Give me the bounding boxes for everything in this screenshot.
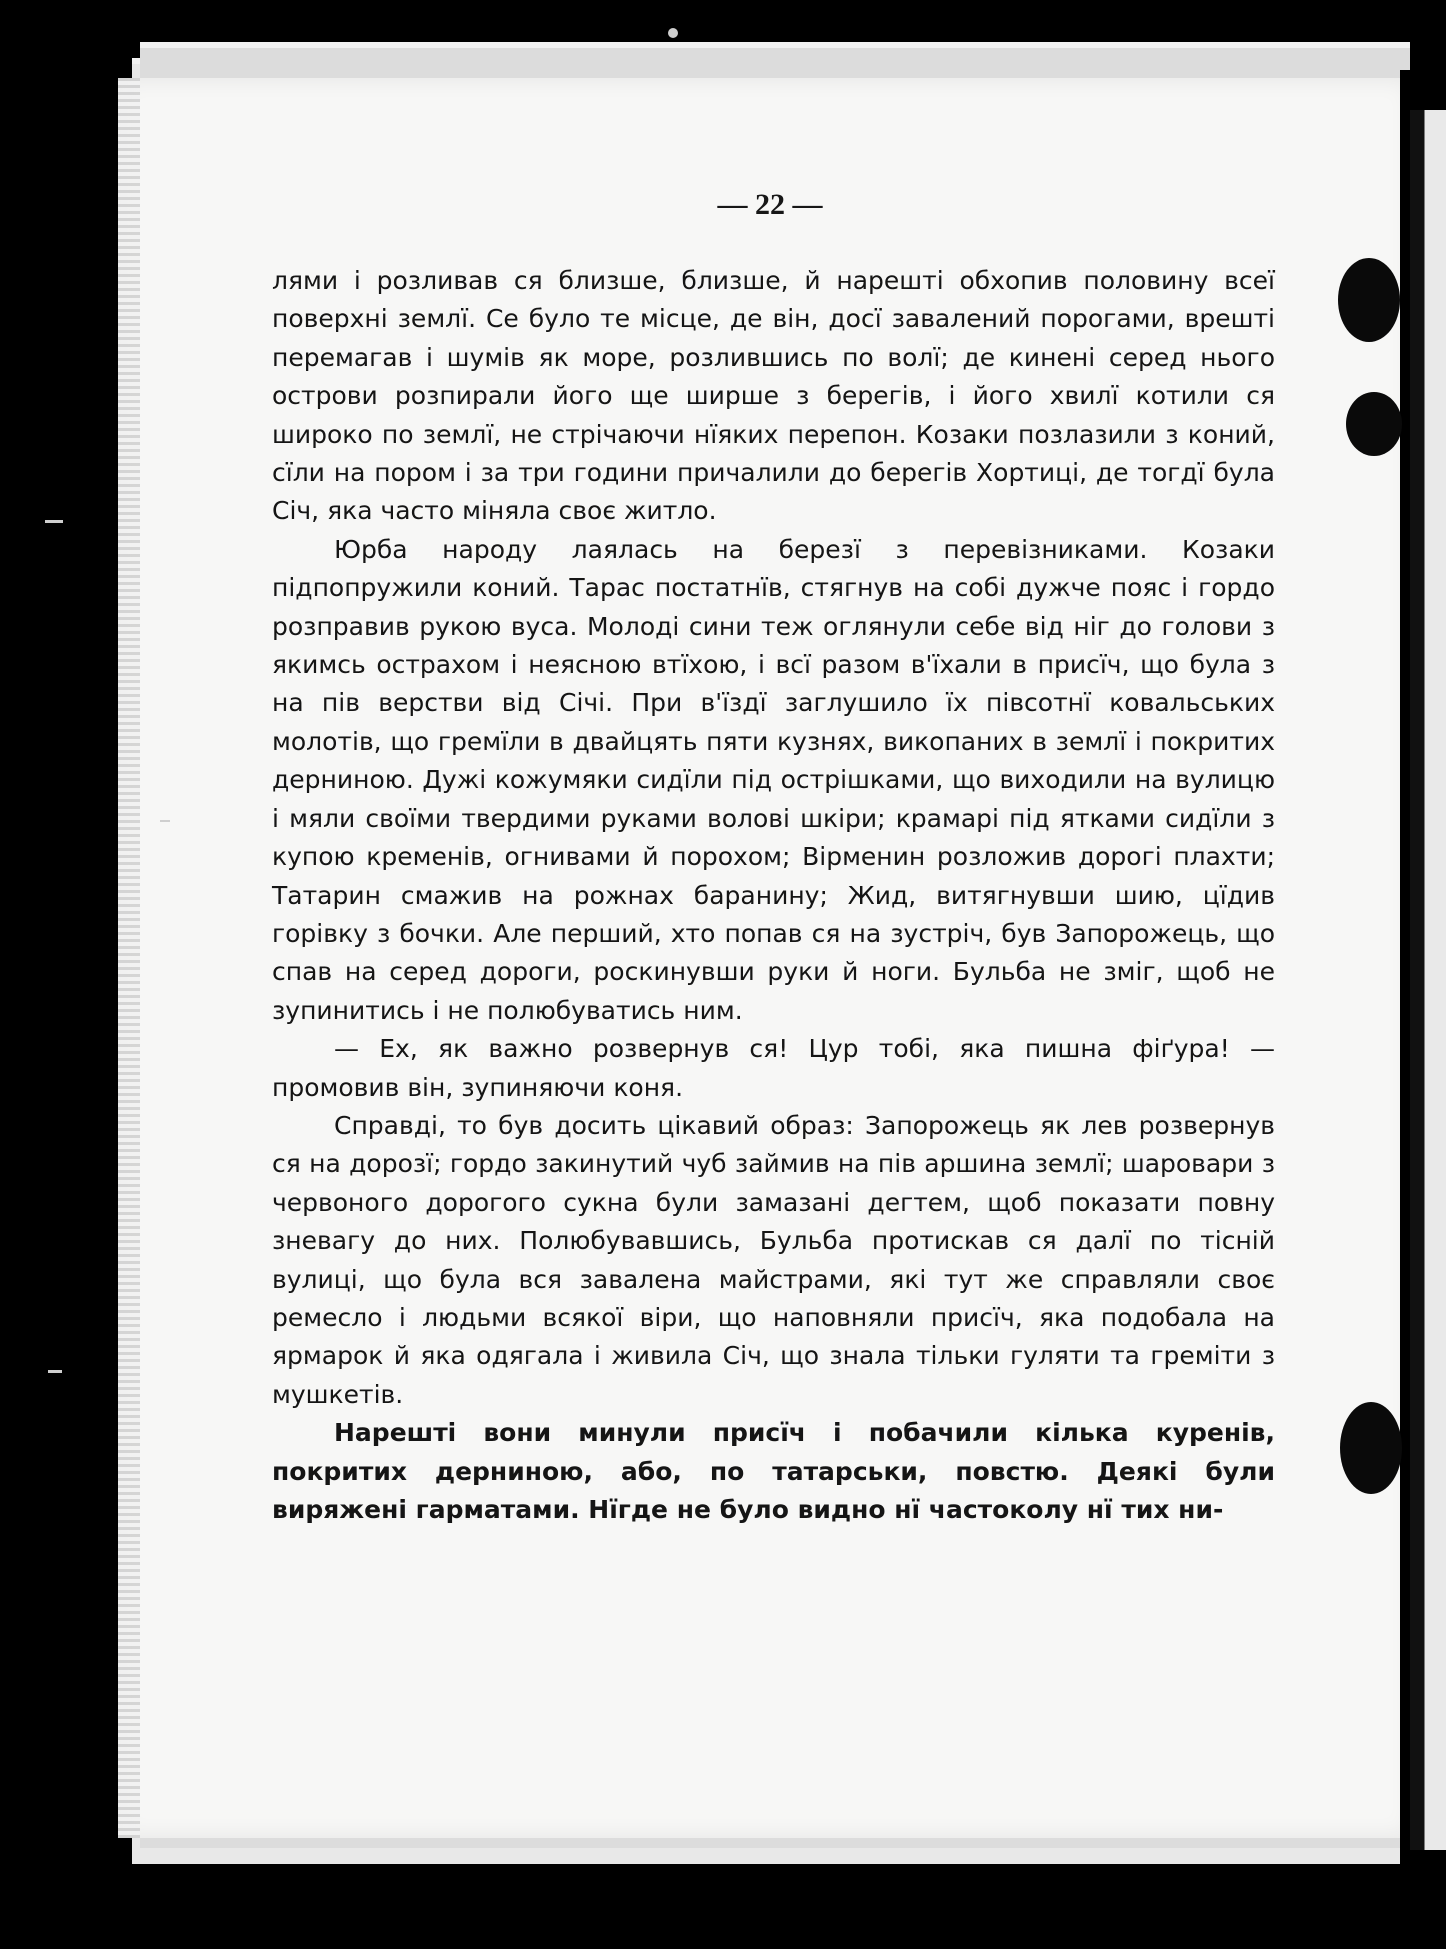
scan-speck [48, 1370, 62, 1373]
scan-speck [668, 28, 678, 38]
paragraph: Нарешті вони минули присїч і побачили кілька куренів, покритих дерниною, або, по татарськи, повстю. Деякі були виряжені гарматами. Нїгде не було видно нї частоколу нї тих ни- [272, 1418, 1275, 1524]
ink-blot [1338, 258, 1400, 342]
paragraph: — Ех, як важно розвернув ся! Цур тобі, яка пишна фіґура! — промовив він, зупиняючи коня. [272, 1034, 1275, 1102]
body-text [272, 262, 1275, 1529]
paragraph: Юрба народу лаялась на березї з перевізниками. Козаки підпопружили коний. Тарас постатнїв, стягнув на собі дужче пояс і гордо розправив рукою вуса. Молоді сини теж оглянули себе від ніг до голови з якимсь острахом і неясною втїхою, і всї разом в'їхали в присїч, що була з на пів верстви від Січі. При в'їздї заглушило їх півсотнї ковальських молотів, що гремїли в двайцять пяти кузнях, викопаних в землї і покритих дерниною. Дужі кожумяки сидїли під острішками, що виходили на вулицю і мяли своїми твердими руками волові шкіри; крамарі під ятками сидїли з купою кременів, огнивами й порохом; Вірменин розложив дорогі плахти; Татарин смажив на рожнах баранину; Жид, витягнувши шию, цїдив горівку з бочки. Але перший, хто попав ся на зустріч, був Запорожець, що спав на серед дороги, роскинувши руки й ноги. Бульба не зміг, щоб не зупинитись і не полюбуватись ним. [272, 534, 1275, 1025]
ink-blot [1340, 1402, 1402, 1494]
facing-page-edge [1410, 110, 1446, 1850]
page-number: — 22 — [717, 188, 823, 221]
scan-speck [160, 820, 170, 822]
ink-blot [1346, 392, 1402, 456]
page-gutter-edge [118, 78, 140, 1838]
paragraph: лями і розливав ся близше, близше, й нарешті обхопив половину всеї поверхні землї. Се було те місце, де він, досї завалений порогами, врешті перемагав і шумів як море, розлившись по волї; де кинені серед нього острови розпирали його ще ширше з берегів, і його хвилї котили ся широко по землї, не стрічаючи нїяких перепон. Козаки позлазили з коний, сїли на пором і за три години причалили до берегів Хортиці, де тогдї була Січ, яка часто міняла своє житло. [272, 266, 1275, 526]
paragraph: Справді, то був досить цікавий образ: Запорожець як лев розвернув ся на дорозї; гордо закинутий чуб займив на пів аршина землї; шаровари з червоного дорогого сукна були замазані дегтем, щоб показати повну зневагу до них. Полюбувавшись, Бульба протискав ся далї по тісній вулиці, що була вся завалена майстрами, які тут же справляли своє ремесло і людьми всякої віри, що наповняли присїч, яка подобала на ярмарок й яка одягала і живила Січ, що знала тільки гуляти та греміти з мушкетів. [272, 1110, 1275, 1409]
scan-speck [45, 520, 63, 523]
